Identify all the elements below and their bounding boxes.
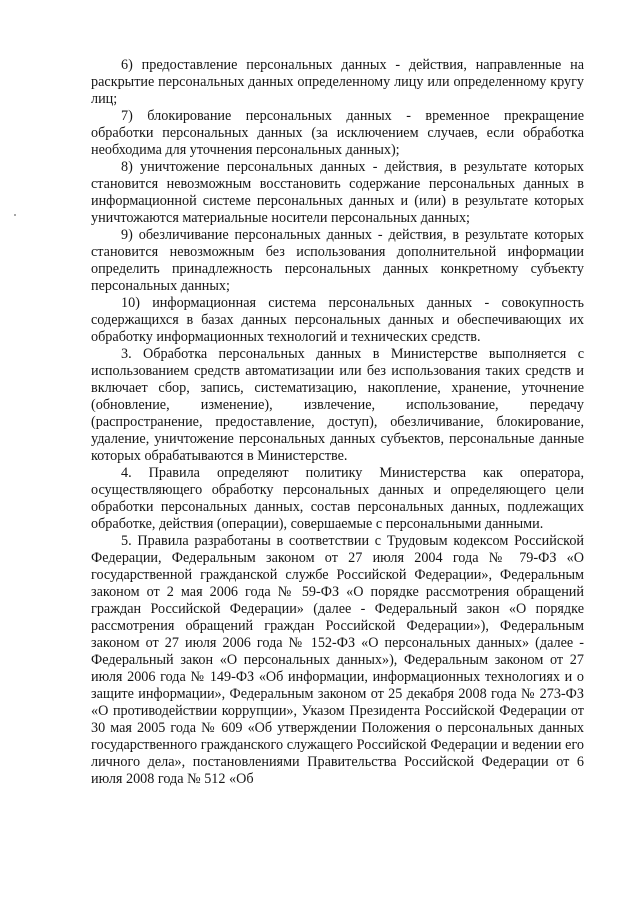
paragraph-clause-3: 3. Обработка персональных данных в Министерстве выполняется с использованием средств автоматизации или без использования таких средств и включает сбор, запись, систематизацию, накопление, хранение, уточнение (обновление, изменение), извлечение, использование, передачу (распространение, предоставление, доступ), обезличивание, блокирование, удаление, уничтожение персональных данных субъектов, персональные данные которых обрабатываются в Министерстве. [91, 346, 584, 464]
paragraph-clause-4: 4. Правила определяют политику Министерства как оператора, осуществляющего обработку персональных данных и определяющего цели обработки персональных данных, состав персональных данных, подлежащих обработке, действия (операции), совершаемые с персональными данными. [91, 465, 584, 532]
paragraph-item-10: 10) информационная система персональных данных - совокупность содержащихся в базах данных персональных данных и обеспечивающих их обработку информационных технологий и технических средств. [91, 295, 584, 345]
document-body [91, 57, 584, 788]
paragraph-clause-5: 5. Правила разработаны в соответствии с Трудовым кодексом Российской Федерации, Федеральным законом от 27 июля 2004 года № 79-ФЗ «О государственной гражданской службе Российской Федерации», Федеральным законом от 2 мая 2006 года № 59-ФЗ «О порядке рассмотрения обращений граждан Российской Федерации» (далее - Федеральный закон «О порядке рассмотрения обращений граждан Российской Федерации»), Федеральным законом от 27 июля 2006 года № 152-ФЗ «О персональных данных» (далее - Федеральный закон «О персональных данных»), Федеральным законом от 27 июля 2006 года № 149-ФЗ «Об информации, информационных технологиях и о защите информации», Федеральным законом от 25 декабря 2008 года № 273-ФЗ «О противодействии коррупции», Указом Президента Российской Федерации от 30 мая 2005 года № 609 «Об утверждении Положения о персональных данных государственного гражданского служащего Российской Федерации и ведении его личного дела», постановлениями Правительства Российской Федерации от 6 июля 2008 года № 512 «Об [91, 533, 584, 787]
scan-speck [14, 214, 16, 216]
paragraph-item-9: 9) обезличивание персональных данных - действия, в результате которых становится невозможным без использования дополнительной информации определить принадлежность персональных данных конкретному субъекту персональных данных; [91, 227, 584, 294]
paragraph-item-7: 7) блокирование персональных данных - временное прекращение обработки персональных данных (за исключением случаев, если обработка необходима для уточнения персональных данных); [91, 108, 584, 158]
paragraph-item-8: 8) уничтожение персональных данных - действия, в результате которых становится невозможным восстановить содержание персональных данных в информационной системе персональных данных и (или) в результате которых уничтожаются материальные носители персональных данных; [91, 159, 584, 226]
paragraph-item-6: 6) предоставление персональных данных - действия, направленные на раскрытие персональных данных определенному лицу или определенному кругу лиц; [91, 57, 584, 107]
